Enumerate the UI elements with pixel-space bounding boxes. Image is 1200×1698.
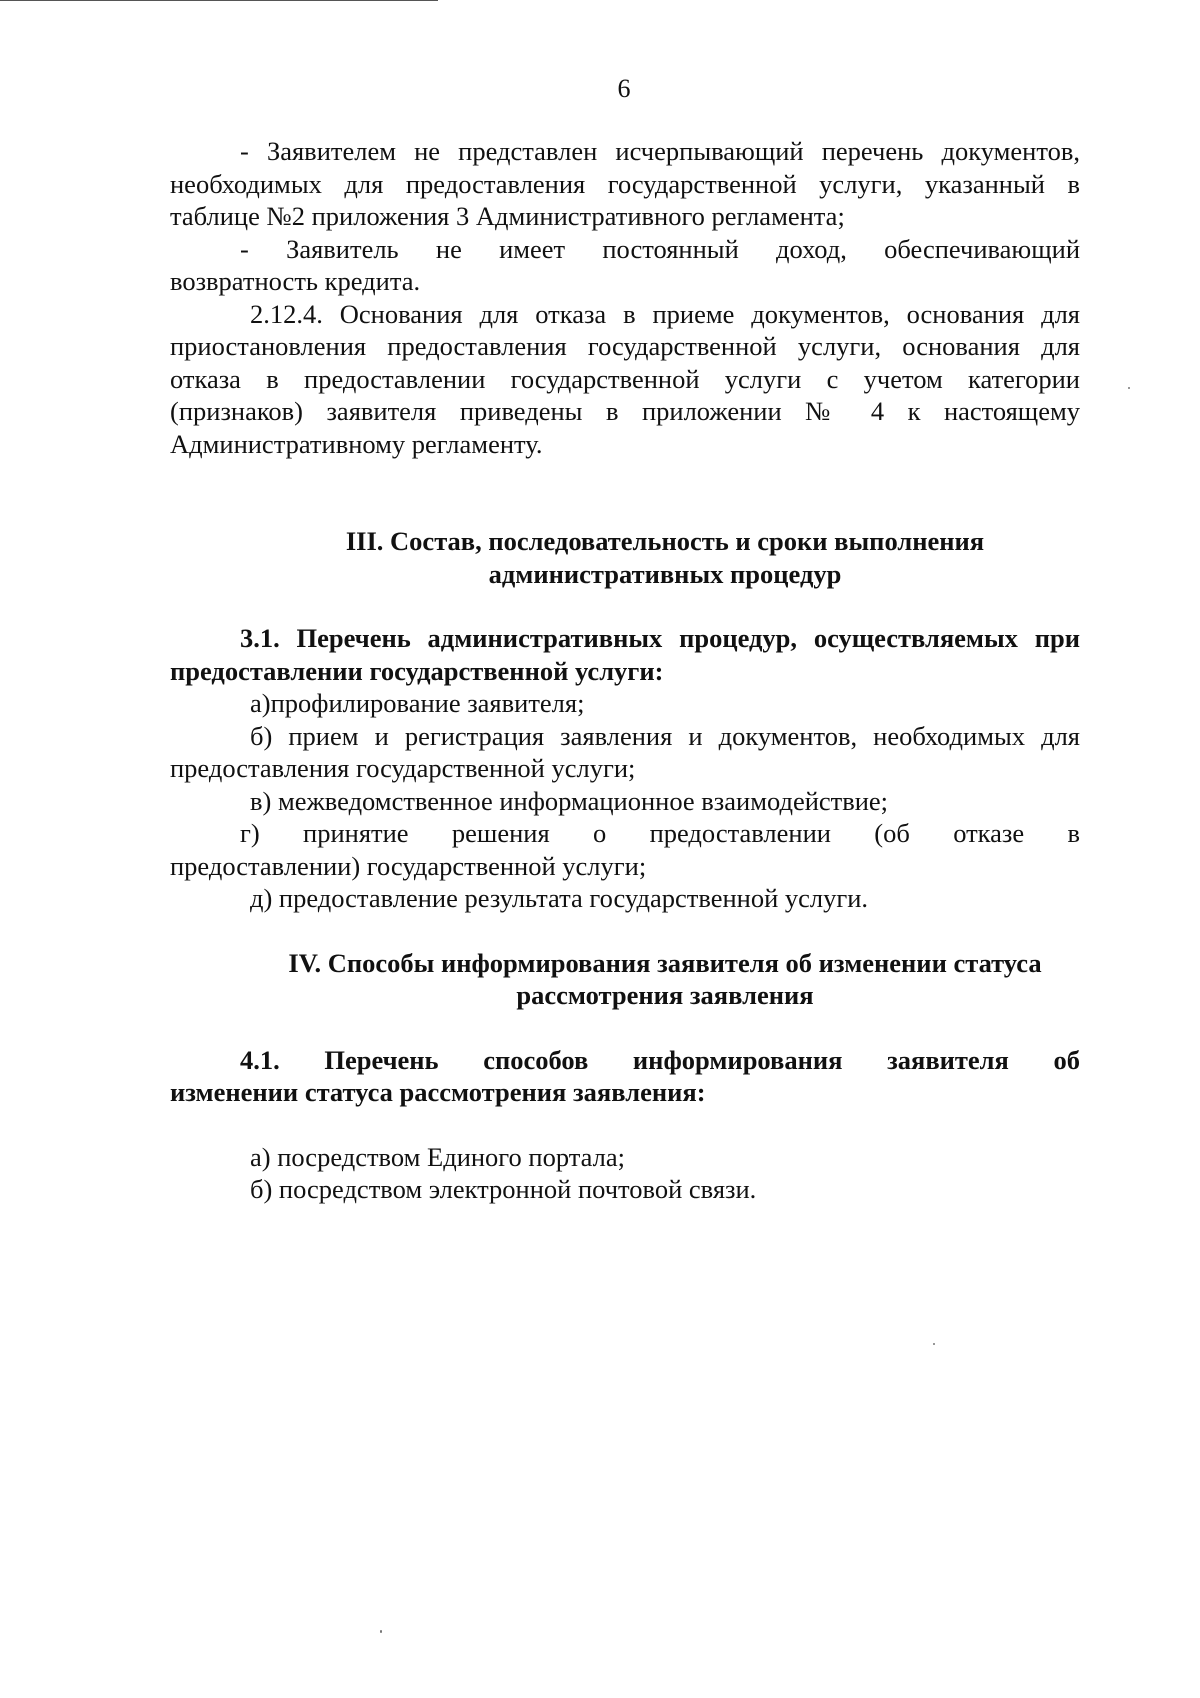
procedure-item-a: а)профилирование заявителя; — [250, 688, 585, 718]
procedure-item-d-line2: предоставлении) государственной услуги; — [170, 850, 647, 881]
section-4-1-subheading-line1: 4.1. Перечень способов информирования заявителя об — [240, 1044, 1080, 1075]
refusal-item-documents-line2: необходимых для предоставления государственной услуги, указанный в таблице №2 приложения 3 Административного регламента; — [170, 168, 1080, 231]
document-body — [170, 135, 1080, 1206]
refusal-item-income-line2: возвратность кредита. — [170, 266, 421, 296]
notification-item-a: а) посредством Единого портала; — [250, 1141, 625, 1172]
page-number: 6 — [617, 74, 631, 103]
procedure-item-b: б) прием и регистрация заявления и документов, необходимых для предоставления государственной услуги; — [170, 720, 1080, 783]
scan-speck — [1128, 387, 1130, 389]
paragraph-2-12-4: 2.12.4. Основания для отказа в приеме документов, основания для приостановления предоставления государственной услуги, основания для отказа в предоставлении государственной услуги с учетом категории (признаков) заявителя приведены в приложении № 4 к настоящему Административному регламенту. — [170, 298, 1080, 459]
procedure-item-c: в) межведомственное информационное взаимодействие; — [250, 785, 889, 816]
scan-edge-line — [0, 0, 438, 1]
scan-speck — [380, 1630, 382, 1633]
refusal-item-income-line1: - Заявитель не имеет постоянный доход, обеспечивающий — [240, 233, 1080, 264]
notification-item-b: б) посредством электронной почтовой связи. — [250, 1174, 757, 1204]
section-4-heading-line1: IV. Способы информирования заявителя об изменении статуса — [288, 947, 1042, 978]
section-3-1-subheading: 3.1. Перечень административных процедур, осуществляемых при предоставлении государственной услуги: — [170, 623, 1080, 686]
procedure-item-e: д) предоставление результата государственной услуги. — [250, 883, 869, 913]
scan-speck — [933, 1343, 935, 1345]
procedure-item-d-line1: г) принятие решения о предоставлении (об отказе в — [240, 818, 1080, 848]
section-4-heading-line2: рассмотрения заявления — [516, 980, 814, 1010]
refusal-item-documents-line1: - Заявителем не представлен исчерпывающий перечень документов, — [240, 136, 1080, 166]
section-4-1-subheading-line2: изменении статуса рассмотрения заявления: — [170, 1077, 706, 1107]
section-3-heading-line2: административных процедур — [488, 558, 842, 589]
section-3-heading-line1: III. Состав, последовательность и сроки выполнения — [345, 526, 985, 556]
